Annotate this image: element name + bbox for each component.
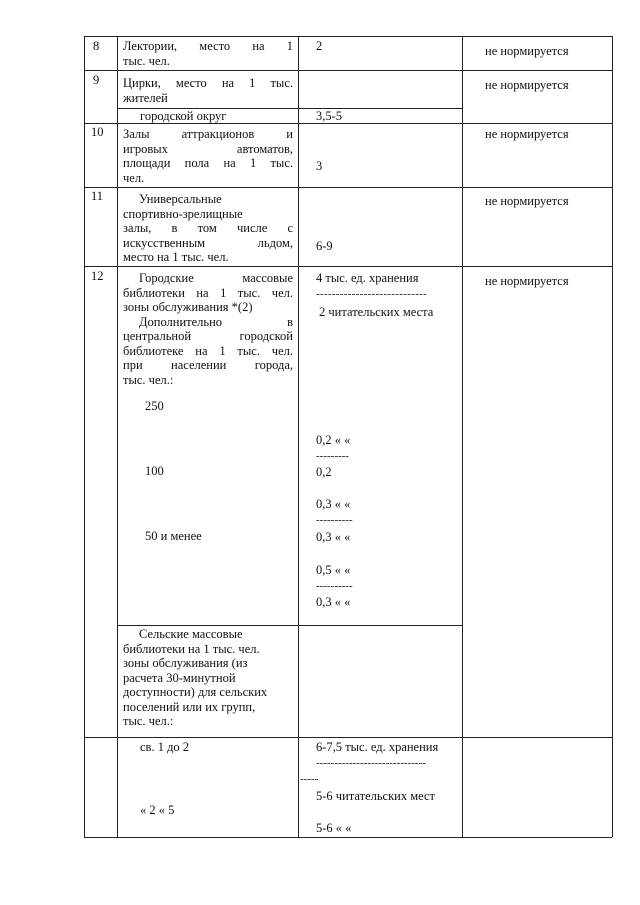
description-line: искусственным льдом, — [123, 235, 293, 250]
description-line: доступности) для сельских — [123, 685, 268, 699]
row-description — [123, 127, 293, 185]
description-line: тыс. чел.: — [123, 372, 174, 387]
table-rule — [84, 36, 85, 837]
row-description — [123, 627, 293, 729]
value-separator: --------- — [316, 450, 349, 462]
table-rule — [298, 36, 299, 837]
row-value: 5-6 читательских мест — [316, 789, 436, 803]
description-line: Городские массовые — [139, 271, 293, 285]
row-value: 6-9 — [316, 239, 333, 253]
table-rule — [117, 36, 118, 837]
row-value: 0,3 « « — [316, 497, 351, 511]
row-description — [123, 271, 293, 387]
row-value: 2 читательских места — [319, 305, 434, 319]
row-value: 0,2 — [316, 465, 332, 479]
table-rule — [84, 266, 612, 267]
description-line: площади пола на 1 тыс. — [123, 156, 293, 170]
description-line: чел. — [123, 170, 145, 185]
row-value: 3,5-5 — [316, 109, 343, 123]
description-line: тыс. чел. — [123, 53, 170, 68]
row-description — [123, 192, 293, 265]
row-value: 0,3 « « — [316, 595, 351, 609]
row-value: 4 тыс. ед. хранения — [316, 271, 419, 285]
description-line: расчета 30-минутной — [123, 670, 236, 685]
description-line: Универсальные — [139, 192, 222, 206]
row-number: 12 — [91, 269, 104, 283]
table-rule — [84, 36, 612, 37]
row-value: 3 — [316, 159, 323, 173]
row-value: 6-7,5 тыс. ед. хранения — [316, 740, 439, 754]
description-line: Залы аттракционов и — [123, 127, 293, 141]
value-separator: ------------------------------ — [316, 757, 426, 769]
value-separator: ---------- — [316, 514, 353, 526]
row-subtitle: городской округ — [140, 109, 227, 123]
value-separator: ----- — [300, 773, 319, 785]
row-value: 5-6 « « — [316, 821, 352, 835]
table-rule — [612, 36, 613, 837]
population-label: св. 1 до 2 — [140, 740, 190, 754]
table-rule — [462, 36, 463, 837]
description-line: библиотеки на 1 тыс. чел. — [123, 285, 293, 300]
population-label: 50 и менее — [145, 529, 202, 543]
row-description — [123, 39, 293, 68]
description-line: библиотеке на 1 тыс. чел. — [123, 343, 293, 358]
table-rule — [84, 187, 612, 188]
description-line: место на 1 тыс. чел. — [123, 250, 229, 264]
description-line: игровых автоматов, — [123, 141, 293, 156]
row-number: 9 — [93, 73, 100, 87]
description-line: библиотеки на 1 тыс. чел. — [123, 641, 260, 656]
value-separator: ---------- — [316, 580, 353, 592]
description-line: Цирки, место на 1 тыс. — [123, 76, 293, 90]
description-line: Лектории, место на 1 — [123, 39, 293, 53]
population-label: « 2 « 5 — [140, 803, 175, 817]
description-line: при населении города, — [123, 358, 293, 372]
row-value: 2 — [316, 39, 323, 53]
table-rule — [117, 625, 462, 626]
description-line: залы, в том числе с — [123, 221, 293, 235]
row-note: не нормируется — [485, 44, 569, 58]
table-rule — [84, 837, 612, 838]
row-number: 8 — [93, 39, 100, 53]
description-line: зоны обслуживания *(2) — [123, 300, 253, 314]
row-value: 0,3 « « — [316, 530, 351, 544]
description-line: жителей — [123, 90, 168, 105]
description-line: поселений или их групп, — [123, 699, 256, 714]
description-line: тыс. чел.: — [123, 714, 174, 728]
row-note: не нормируется — [485, 78, 569, 92]
description-line: зоны обслуживания (из — [123, 656, 248, 670]
table-rule — [84, 737, 612, 738]
row-note: не нормируется — [485, 194, 569, 208]
population-label: 250 — [145, 399, 164, 413]
row-note: не нормируется — [485, 127, 569, 141]
table-rule — [84, 70, 612, 71]
row-value: 0,2 « « — [316, 433, 351, 447]
description-line: спортивно-зрелищные — [123, 206, 243, 221]
row-number: 10 — [91, 125, 104, 139]
description-line: Дополнительно в — [139, 314, 293, 329]
description-line: центральной городской — [123, 329, 293, 343]
row-description — [123, 76, 293, 105]
value-separator: ---------------------------- — [316, 288, 427, 300]
row-note: не нормируется — [485, 274, 569, 288]
description-line: Сельские массовые — [139, 627, 243, 641]
population-label: 100 — [145, 464, 164, 478]
row-number: 11 — [91, 189, 104, 203]
row-value: 0,5 « « — [316, 563, 351, 577]
